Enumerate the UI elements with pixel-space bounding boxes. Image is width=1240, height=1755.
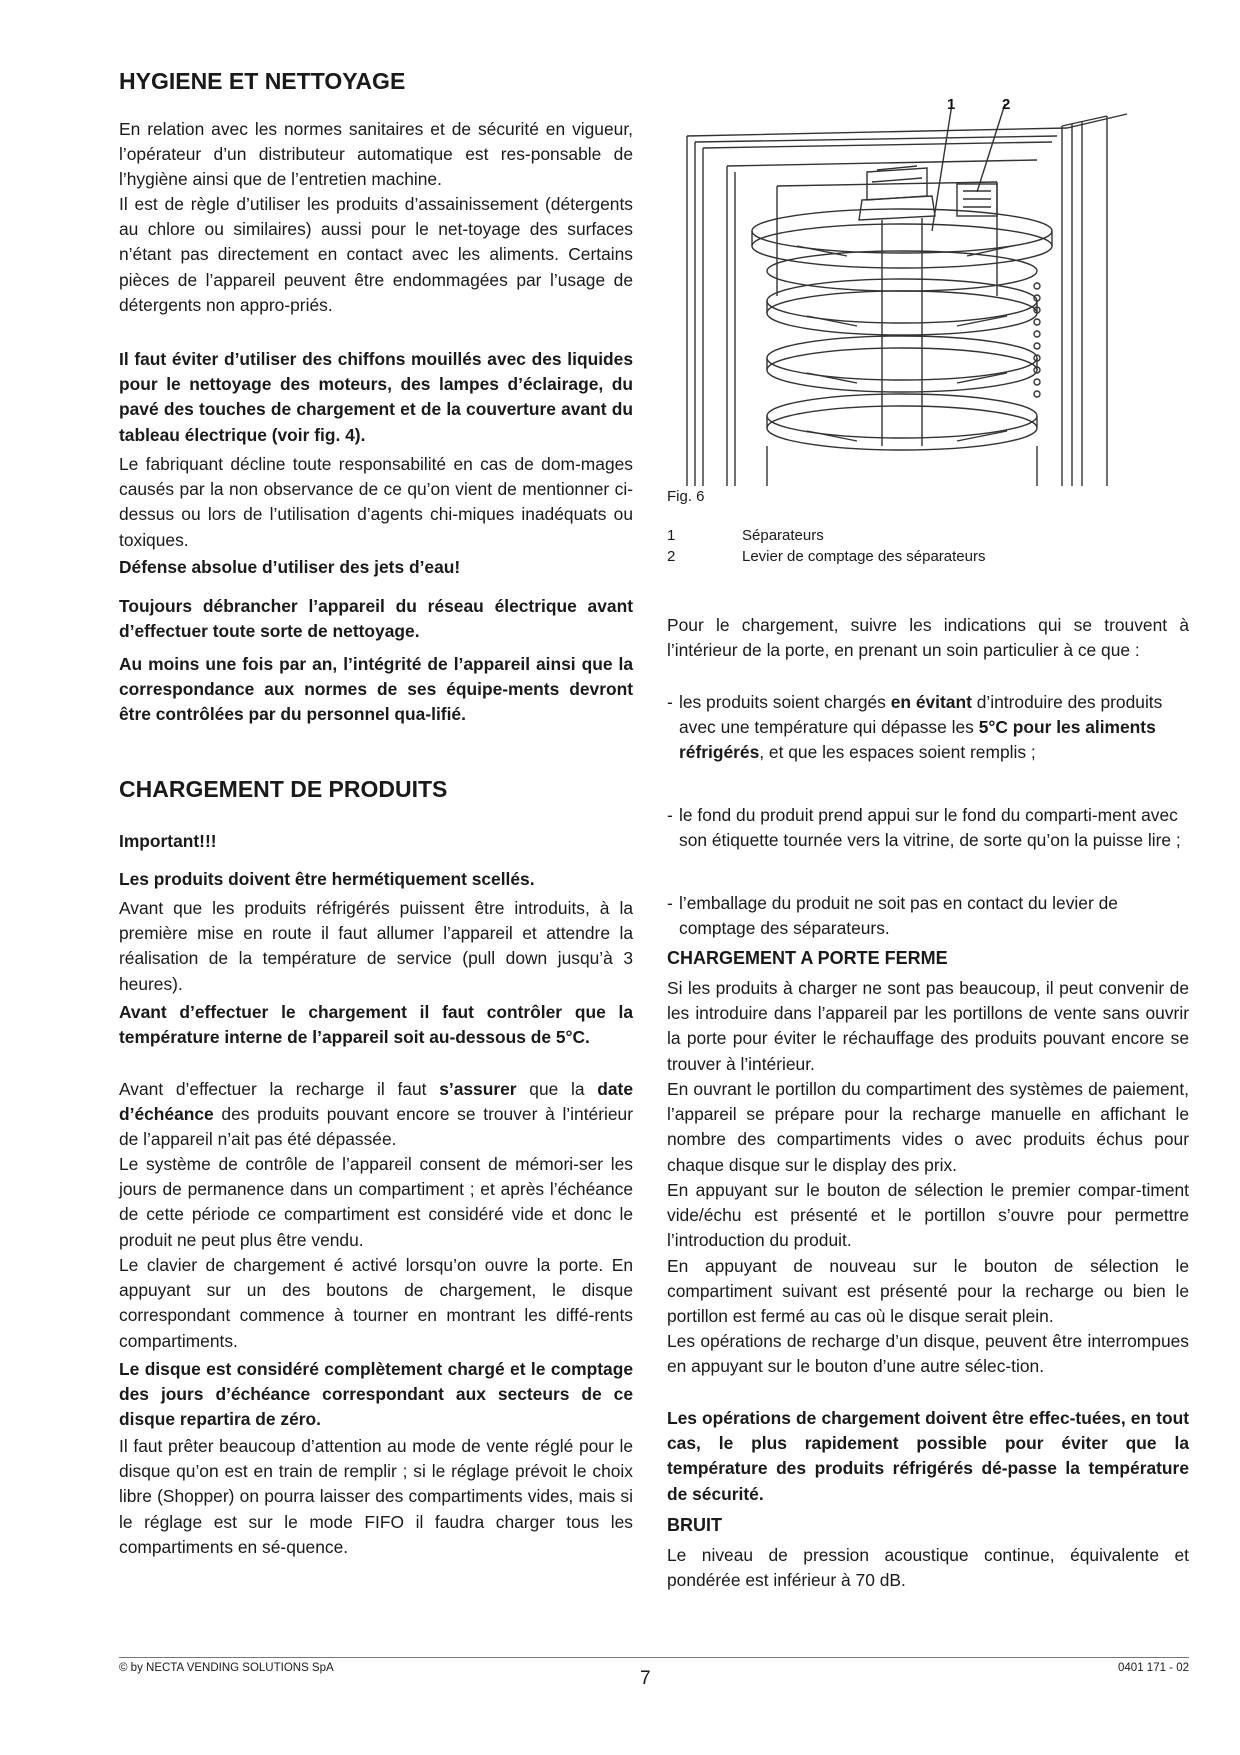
bullet-item: - les produits soient chargés en évitant d’introduire des produits avec une température qui dépasse les 5°C pour les aliments réfrigérés, et que les espaces soient remplis ;: [667, 692, 1163, 763]
figure-caption: Fig. 6: [667, 488, 705, 505]
paragraph: Pour le chargement, suivre les indications qui se trouvent à l’intérieur de la porte, en prenant un soin particulier à ce que :: [667, 615, 1189, 661]
paragraph: En appuyant de nouveau sur le bouton de sélection le compartiment suivant est présenté pour la recharge ou bien le portillon est fermé au cas où le disque serait plein.: [667, 1256, 1189, 1327]
figure-label-2: 2: [1002, 96, 1011, 113]
heading-chargement: CHARGEMENT DE PRODUITS: [119, 776, 448, 802]
paragraph: Le système de contrôle de l’appareil consent de mémori-ser les jours de permanence dans un compartiment ; et après l’échéance de cette période ce compartiment est considéré vide et donc le produit ne peut plus être vendu.: [119, 1154, 633, 1250]
paragraph-warning: Au moins une fois par an, l’intégrité de l’appareil ainsi que la correspondance aux normes de ses équipe-ments devront être contrôlées par du personnel qua-lifié.: [119, 654, 633, 725]
footer-divider: [119, 1657, 1189, 1658]
paragraph-warning: Les produits doivent être hermétiquement scellés.: [119, 869, 535, 889]
document-code: 0401 171 - 02: [1118, 1662, 1189, 1674]
bullet-item: - le fond du produit prend appui sur le fond du comparti-ment avec son étiquette tournée vers la vitrine, de sorte qu’on la puisse lire ;: [667, 805, 1181, 851]
paragraph-warning: Toujours débrancher l’appareil du réseau électrique avant d’effectuer toute sorte de nettoyage.: [119, 596, 633, 642]
paragraph-warning: Avant d’effectuer le chargement il faut contrôler que la température interne de l’appareil soit au-dessous de 5°C.: [119, 1002, 633, 1048]
bullet-item: - l’emballage du produit ne soit pas en contact du levier de comptage des séparateurs.: [667, 893, 1118, 939]
figure-label-1: 1: [947, 96, 956, 113]
paragraph: En ouvrant le portillon du compartiment des systèmes de paiement, l’appareil se prépare pour la recharge manuelle en affichant le nombre des compartiments vides o avec produits échus pour chaque disque sur le display des prix.: [667, 1079, 1189, 1175]
paragraph: Le fabriquant décline toute responsabilité en cas de dom-mages causés par la non observance de ce qu’on vient de mentionner ci-dessus ou lors de l’utilisation d’agents chi-miques inadéquats ou toxiques.: [119, 454, 633, 550]
paragraph: Avant que les produits réfrigérés puissent être introduits, à la première mise en route il faut allumer l’appareil et attendre la réalisation de la température de service (pull down jusqu’à 3 heures).: [119, 898, 633, 994]
heading-porte-ferme: CHARGEMENT A PORTE FERME: [667, 948, 948, 968]
paragraph: Il faut prêter beaucoup d’attention au mode de vente réglé pour le disque qu’on est en train de remplir ; si le réglage prévoit le choix libre (Shopper) on pourra laisser des compartiments vides, mais si le réglage est sur le mode FIFO il faudra charger tous les compartiments en sé-quence.: [119, 1436, 633, 1557]
figure-carousel: [667, 96, 1189, 486]
paragraph: Le clavier de chargement é activé lorsqu’on ouvre la porte. En appuyant sur un des boutons de chargement, le disque correspondant commence à tourner en montrant les diffé-rents compartiments.: [119, 1255, 633, 1351]
paragraph-warning: Défense absolue d’utiliser des jets d’eau!: [119, 557, 461, 577]
paragraph-warning: Il faut éviter d’utiliser des chiffons mouillés avec des liquides pour le nettoyage des moteurs, des lampes d’éclairage, du pavé des touches de chargement et de la couverture avant du tableau électrique (voir fig. 4).: [119, 349, 633, 445]
heading-hygiene: HYGIENE ET NETTOYAGE: [119, 68, 406, 94]
paragraph: En appuyant sur le bouton de sélection le premier compar-timent vide/échu est présenté et le portillon s’ouvre pour permettre l’introduction du produit.: [667, 1180, 1189, 1251]
paragraph-important: Important!!!: [119, 831, 217, 851]
paragraph: En relation avec les normes sanitaires et de sécurité en vigueur, l’opérateur d’un distributeur automatique est res-ponsable de l’hygiène ainsi que de l’entretien machine.: [119, 119, 633, 190]
paragraph: Si les produits à charger ne sont pas beaucoup, il peut convenir de les introduire dans l’appareil par les portillons de vente sans ouvrir la porte pour éviter le réchauffage des produits pouvant encore se trouver à l’intérieur.: [667, 978, 1189, 1074]
heading-bruit: BRUIT: [667, 1515, 722, 1535]
carousel-illustration: [667, 96, 1189, 486]
paragraph-expiry: Avant d’effectuer la recharge il faut s’assurer que la date d’échéance des produits pouvant encore se trouver à l’intérieur de l’appareil n’ait pas été dépassée.: [119, 1079, 633, 1150]
paragraph: Les opérations de recharge d’un disque, peuvent être interrompues en appuyant sur le bouton d’une autre sélec-tion.: [667, 1331, 1189, 1377]
page-number: 7: [640, 1668, 651, 1689]
paragraph: Il est de règle d’utiliser les produits d’assainissement (détergents au chlore ou similaires) aussi pour le net-toyage des surfaces n’étant pas directement en contact avec les aliments. Certains pièces de l’appareil peuvent être endommagées par l’usage de détergents non appro-priés.: [119, 194, 633, 315]
paragraph-warning: Le disque est considéré complètement chargé et le comptage des jours d’échéance correspondant aux secteurs de ce disque repartira de zéro.: [119, 1359, 633, 1430]
footer-copyright: © by NECTA VENDING SOLUTIONS SpA: [119, 1662, 334, 1674]
paragraph-warning: Les opérations de chargement doivent être effec-tuées, en tout cas, le plus rapidement possible pour éviter que la température des produits réfrigérés dé-passe la température de sécurité.: [667, 1408, 1189, 1504]
paragraph: Le niveau de pression acoustique continue, équivalente et pondérée est inférieur à 70 dB.: [667, 1545, 1189, 1591]
